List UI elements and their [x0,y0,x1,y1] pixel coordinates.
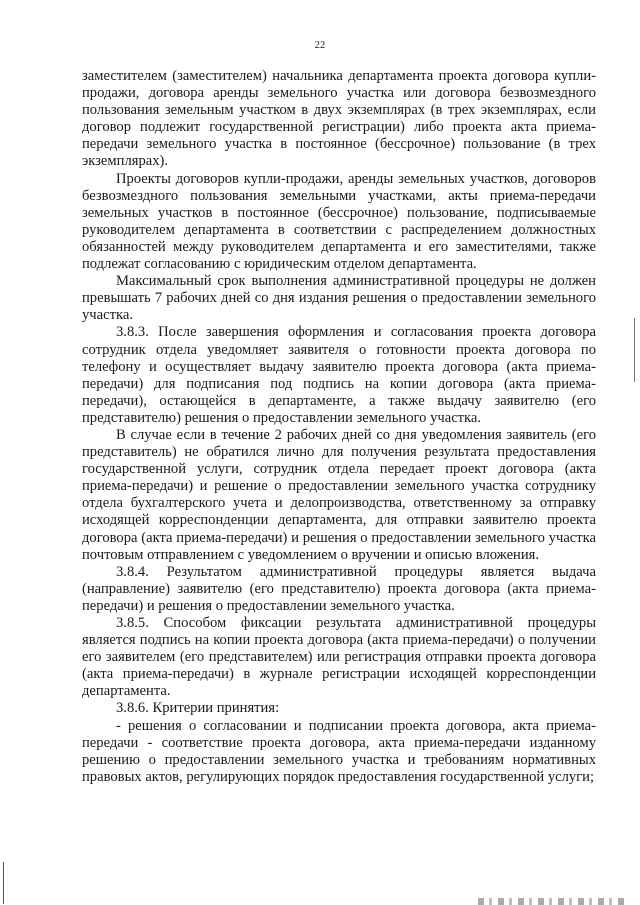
paragraph-mail-delivery: В случае если в течение 2 рабочих дней со дня уведомления заявитель (его представитель) не обратился лично для получения результата предоставления государственной услуги, сотрудник отдела передает проект договора (акта приема-передачи) и решение о предоставлении земельного участка сотруднику отдела бухгалтерского учета и делопроизводства, ответственному за отправку исходящей корреспонденции департамента, для отправки заявителю проекта договора (акта приема-передачи) и решения о предоставлении земельного участка почтовым отправлением с уведомлением о вручении и описью вложения. [82,426,596,563]
scan-edge-line-left [3,862,4,904]
paragraph-3-8-5: 3.8.5. Способом фиксации результата административной процедуры является подпись на копии проекта договора (акта приема-передачи) о получении его заявителем (его представителем) или регистрация отправки проекта договора (акта приема-передачи) в журнале регистрации исходящей корреспонденции департамента. [82,615,596,700]
paragraph-max-term: Максимальный срок выполнения административной процедуры не должен превышать 7 рабочих дней со дня издания решения о предоставлении земельного участка. [82,273,596,324]
paragraph-contract-projects: Проекты договоров купли-продажи, аренды земельных участков, договоров безвозмездного пользования земельными участками, акты приема-передачи земельных участков в постоянное (бессрочное) пользование, подписываемые руководителем департамента в соответствии с распределением должностных обязанностей между руководителем департамента и его заместителями, также подлежат согласованию с юридическим отделом департамента. [82,170,596,273]
scan-noise-strip [478,898,628,905]
paragraph-criteria-item: - решения о согласовании и подписании проекта договора, акта приема-передачи - соответствие проекта договора, акта приема-передачи изданному решению о предоставлении земельного участка и требованиям нормативных правовых актов, регулирующих порядок предоставления государственной услуги; [82,717,596,785]
paragraph-3-8-3: 3.8.3. После завершения оформления и согласования проекта договора сотрудник отдела уведомляет заявителя о готовности проекта договора по телефону и осуществляет выдачу заявителю проекта договора (акта приема-передачи) для подписания под подпись на копии договора (акта приема-передачи), остающейся в департаменте, а также выдачу заявителю (его представителю) решения о предоставлении земельного участка. [82,324,596,426]
page-number: 22 [314,40,326,51]
paragraph-3-8-6: 3.8.6. Критерии принятия: [116,700,280,717]
scan-edge-line-right [634,318,635,382]
paragraph-continuation: заместителем (заместителем) начальника департамента проекта договора купли-продажи, договора аренды земельного участка или договора безвозмездного пользования земельным участком в двух экземплярах (в трех экземплярах, если договор подлежит государственной регистрации) либо проекта акта приема-передачи земельного участка в постоянное (бессрочное) пользование (в трех экземплярах). [82,68,596,170]
document-body [82,68,596,786]
paragraph-3-8-4: 3.8.4. Результатом административной процедуры является выдача (направление) заявителю (его представителю) проекта договора (акта приема-передачи) и решения о предоставлении земельного участка. [82,563,596,614]
